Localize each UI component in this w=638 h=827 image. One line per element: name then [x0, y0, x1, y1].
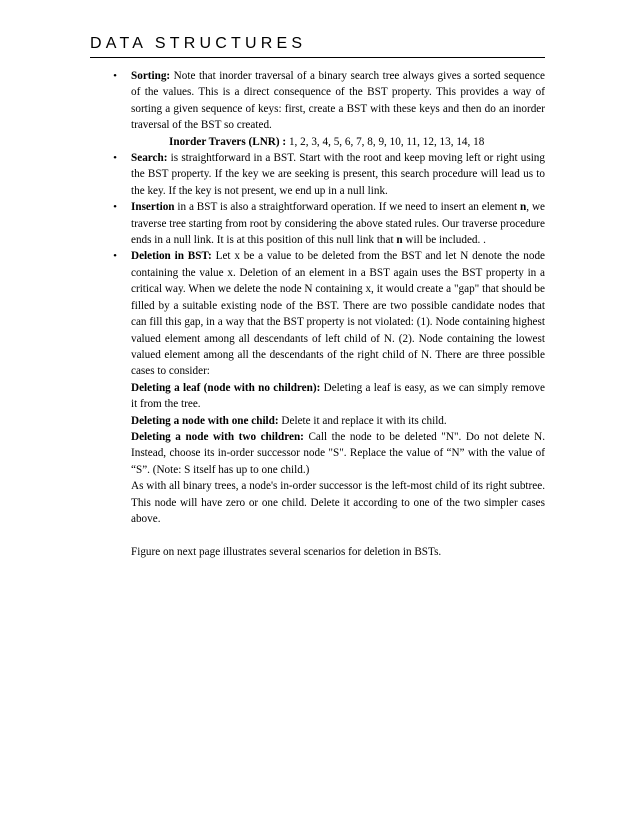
- insertion-text-1: in a BST is also a straightforward operation. If we need to insert an element: [174, 201, 521, 214]
- insertion-text-2: , we traverse tree starting from root by considering the above stated rules. Our traverse procedure ends in a null link. It is at this position of this null link that: [131, 201, 545, 247]
- bullet-icon: •: [113, 70, 117, 82]
- insertion-text-3: will be included. .: [402, 234, 486, 247]
- insertion-element-n-2: n: [396, 234, 403, 247]
- inorder-values: 1, 2, 3, 4, 5, 6, 7, 8, 9, 10, 11, 12, 13, 14, 18: [286, 135, 485, 148]
- successor-paragraph: As with all binary trees, a node's in-order successor is the left-most child of its right subtree. This node will have zero or one child. Delete it according to one of the two simpler cases above.: [131, 480, 545, 525]
- deleting-leaf-heading: Deleting a leaf (node with no children):: [131, 381, 321, 394]
- insertion-lead: Insertion: [131, 201, 175, 214]
- bullet-list: [90, 68, 545, 560]
- blank-line: [131, 527, 545, 543]
- inorder-label: Inorder Travers (LNR) :: [169, 135, 287, 148]
- sorting-lead: Sorting:: [131, 70, 171, 82]
- bullet-icon: •: [113, 250, 117, 263]
- deleting-two-children-paragraph: [131, 429, 545, 478]
- deleting-leaf-paragraph: [131, 380, 545, 413]
- bullet-icon: •: [113, 201, 117, 214]
- insertion-element-n: n: [520, 201, 527, 214]
- deletion-lead: Deletion in BST:: [131, 250, 212, 263]
- deleting-one-child-paragraph: [131, 413, 545, 429]
- page-header-title: DATA STRUCTURES: [90, 35, 307, 52]
- inorder-line: [131, 134, 545, 150]
- search-paragraph: [131, 150, 545, 199]
- search-text: is straightforward in a BST. Start with the root and keep moving left or right using the BST property. If the key we are seeking is present, this search procedure will lead us to the key. If the key is not present, we end up in a null link.: [131, 152, 545, 197]
- deletion-text: Let x be a value to be deleted from the BST and let N denote the node containing the value x. Deletion of an element in a BST again uses the BST property in a critical way. When we delete the node N containing x, it would create a "gap" that should be filled by a suitable existing node of the BST. There are two possible candidate nodes that can fill this gap, in a way that the BST property is not violated: (1). Node containing highest valued element among all descendants of left child of N. (2). Node containing the lowest valued element among all the descendants of the right child of N. There are three possible cases to consider:: [131, 250, 545, 378]
- deleting-two-children-heading: Deleting a node with two children:: [131, 430, 304, 443]
- list-item-insertion: [90, 199, 545, 248]
- list-item-sorting: [90, 68, 545, 150]
- bullet-icon: •: [113, 152, 117, 165]
- search-lead: Search:: [131, 152, 168, 165]
- sorting-text: Note that inorder traversal of a binary search tree always gives a sorted sequence of the values. This is a direct consequence of the BST property. This provides a way of sorting a given sequence of keys: first, create a BST with these keys and then do an inorder traversal of the BST so created.: [131, 70, 545, 132]
- deletion-paragraph: [131, 248, 545, 379]
- figure-note: Figure on next page illustrates several scenarios for deletion in BSTs.: [131, 545, 442, 558]
- deleting-leaf-text: Deleting a leaf is easy, as we can simply remove it from the tree.: [131, 381, 545, 411]
- insertion-paragraph: [131, 199, 545, 248]
- sorting-paragraph: [131, 68, 545, 134]
- deleting-one-child-heading: Deleting a node with one child:: [131, 414, 279, 427]
- deleting-one-child-text: Delete it and replace it with its child.: [278, 414, 447, 427]
- list-item-deletion: [90, 248, 545, 560]
- page-content: [90, 68, 545, 560]
- list-item-search: [90, 150, 545, 199]
- header-rule: [90, 57, 545, 58]
- deleting-two-children-text: Call the node to be deleted "N". Do not delete N. Instead, choose its in-order successor node "S". Replace the value of “N” with the value of “S”. (Note: S itself has up to one child.): [131, 430, 546, 476]
